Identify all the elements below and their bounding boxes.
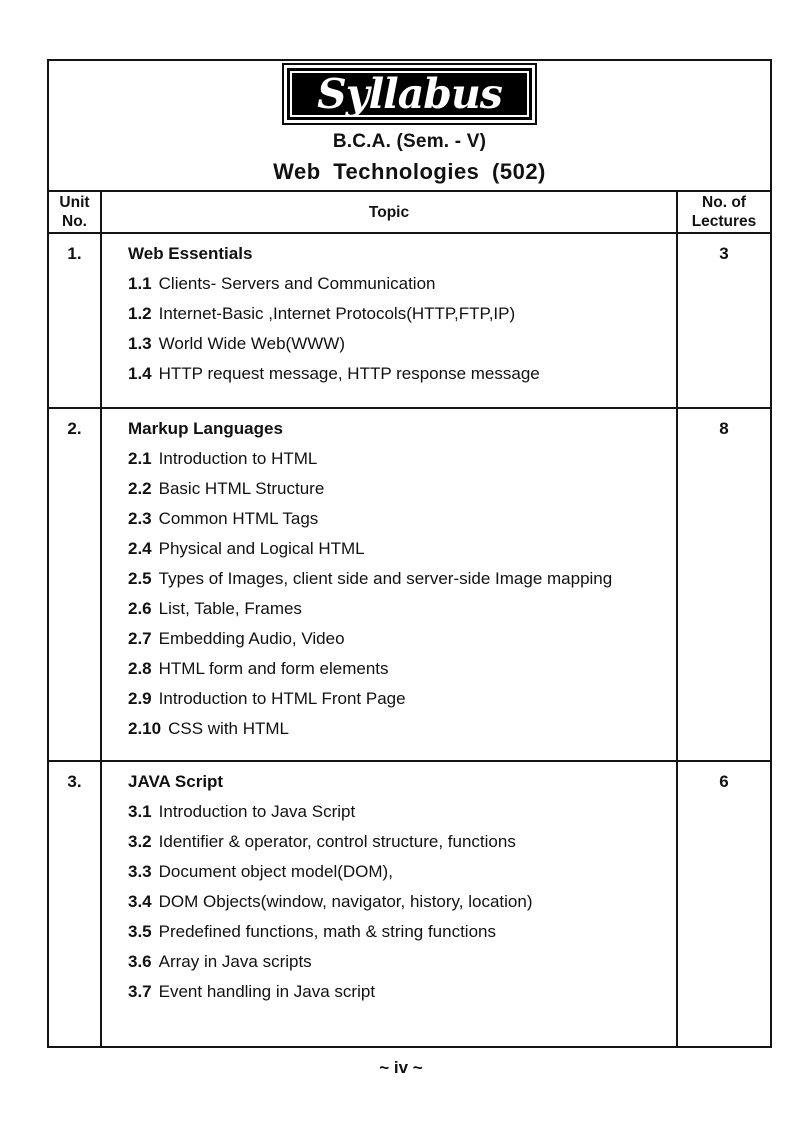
table-row-unit-1	[49, 232, 770, 407]
topic-item: 3.1 Introduction to Java Script	[128, 802, 356, 821]
header-lectures: No. of Lectures	[691, 194, 757, 230]
topic-item: 1.3 World Wide Web(WWW)	[128, 334, 346, 353]
topic-item: 2.10 CSS with HTML	[128, 719, 290, 738]
unit-number: 2.	[49, 409, 102, 760]
topic-item: 2.3 Common HTML Tags	[128, 509, 319, 528]
topic-item: 3.2 Identifier & operator, control structure, functions	[128, 832, 516, 851]
topic-item: 2.2 Basic HTML Structure	[128, 479, 325, 498]
topic-item: 2.7 Embedding Audio, Video	[128, 629, 345, 648]
document-header	[49, 61, 770, 190]
unit-topic-cell	[102, 409, 678, 760]
unit-lecture-count: 6	[719, 772, 729, 791]
topic-item: 2.1 Introduction to HTML	[128, 449, 318, 468]
syllabus-logo-box	[287, 68, 532, 120]
topic-item: 2.5 Types of Images, client side and server-side Image mapping	[128, 569, 613, 588]
page-number: ~ iv ~	[379, 1058, 423, 1077]
unit-title: Markup Languages	[128, 419, 283, 438]
topic-item: 2.6 List, Table, Frames	[128, 599, 302, 618]
table-row-unit-2	[49, 407, 770, 760]
unit-lecture-count: 8	[719, 419, 729, 438]
topic-item: 3.4 DOM Objects(window, navigator, history, location)	[128, 892, 533, 911]
unit-title: Web Essentials	[128, 244, 253, 263]
topic-item: 2.4 Physical and Logical HTML	[128, 539, 365, 558]
topic-item: 1.2 Internet-Basic ,Internet Protocols(HTTP,FTP,IP)	[128, 304, 516, 323]
topic-item: 3.7 Event handling in Java script	[128, 982, 376, 1001]
topic-item: 2.8 HTML form and form elements	[128, 659, 389, 678]
unit-lecture-count: 3	[719, 244, 729, 263]
topic-item: 3.3 Document object model(DOM),	[128, 862, 393, 881]
syllabus-logo	[282, 63, 537, 125]
topic-item: 1.4 HTTP request message, HTTP response message	[128, 364, 540, 383]
unit-number: 1.	[49, 234, 102, 407]
document-frame	[47, 59, 772, 1048]
unit-topic-cell	[102, 234, 678, 407]
logo-text: Syllabus	[317, 70, 502, 118]
topic-item: 1.1 Clients- Servers and Communication	[128, 274, 436, 293]
topic-item: 3.5 Predefined functions, math & string functions	[128, 922, 496, 941]
header-topic: Topic	[102, 192, 678, 232]
topic-item: 3.6 Array in Java scripts	[128, 952, 312, 971]
topic-item: 2.9 Introduction to HTML Front Page	[128, 689, 406, 708]
unit-number: 3.	[49, 762, 102, 1046]
course-title: Web Technologies (502)	[273, 159, 546, 184]
unit-topic-cell	[102, 762, 678, 1046]
table-header-row	[49, 190, 770, 232]
table-row-unit-3	[49, 760, 770, 1046]
header-unit-no: Unit No.	[49, 192, 102, 232]
syllabus-table	[49, 190, 770, 1046]
program-title: B.C.A. (Sem. - V)	[332, 131, 487, 152]
unit-title: JAVA Script	[128, 772, 224, 791]
